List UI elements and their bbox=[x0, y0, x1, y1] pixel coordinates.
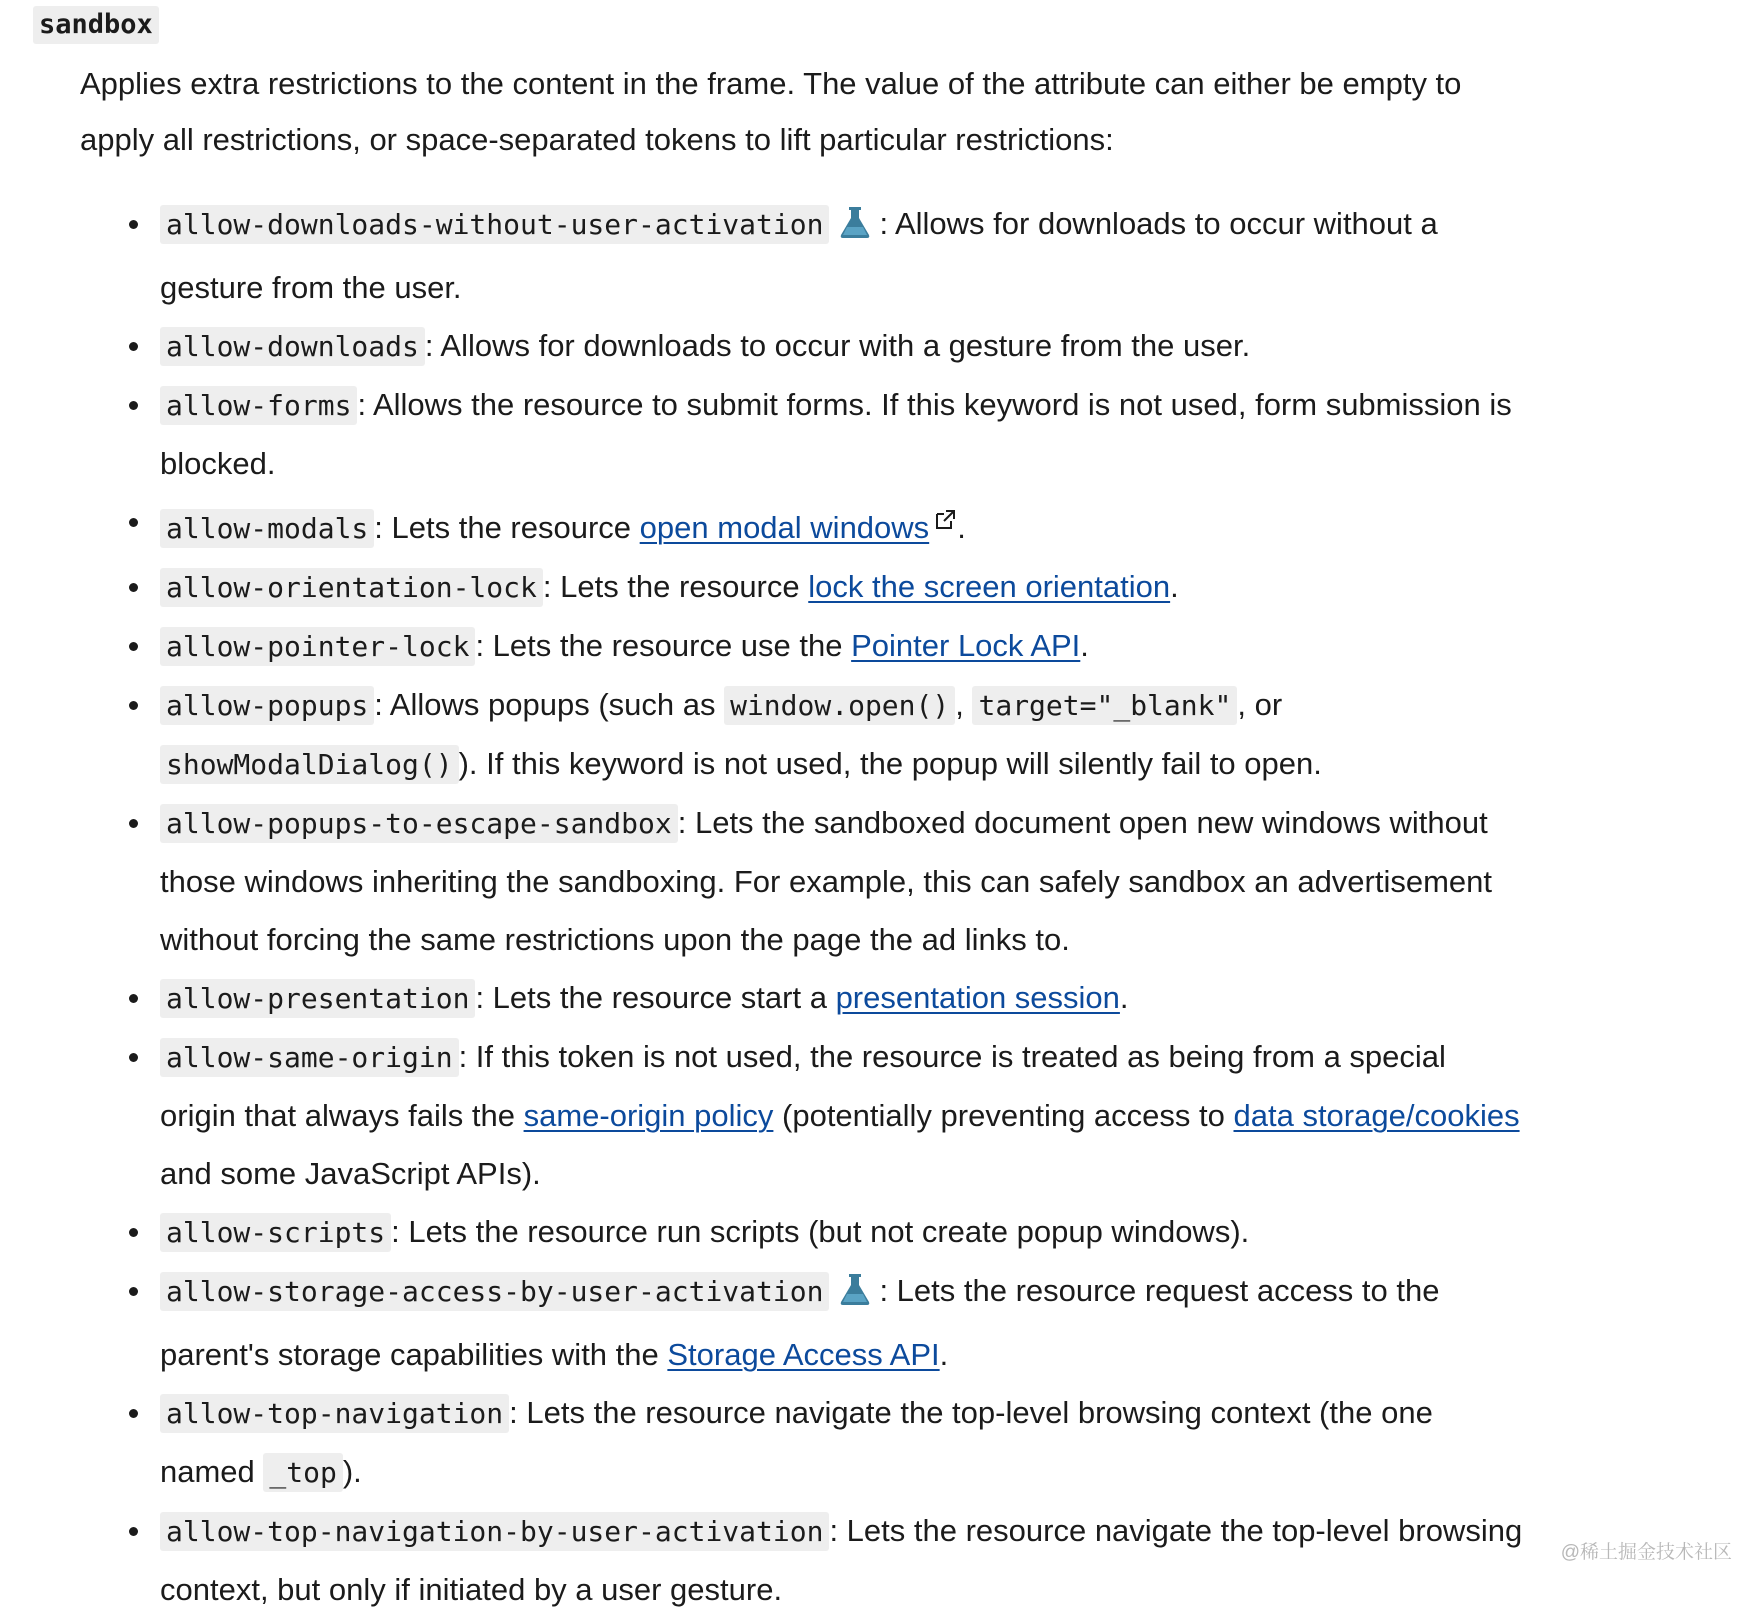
token-code: allow-modals bbox=[160, 509, 374, 548]
open-modal-windows-link[interactable]: open modal windows bbox=[639, 510, 930, 545]
token-code: allow-scripts bbox=[160, 1213, 391, 1252]
storage-access-api-link[interactable]: Storage Access API bbox=[667, 1337, 940, 1372]
token-code: allow-forms bbox=[160, 386, 357, 425]
external-link-icon bbox=[933, 493, 957, 551]
presentation-session-link[interactable]: presentation session bbox=[835, 980, 1120, 1015]
data-storage-cookies-link[interactable]: data storage/cookies bbox=[1233, 1098, 1520, 1133]
token-code: allow-popups bbox=[160, 686, 374, 725]
inline-code: window.open() bbox=[724, 686, 955, 725]
pointer-lock-api-link[interactable]: Pointer Lock API bbox=[851, 628, 1081, 663]
item-text-end: and some JavaScript APIs). bbox=[160, 1156, 541, 1191]
token-code: allow-storage-access-by-user-activation bbox=[160, 1272, 829, 1311]
item-text-end: . bbox=[957, 510, 966, 545]
list-item bbox=[160, 617, 1530, 676]
inline-code: showModalDialog() bbox=[160, 745, 459, 784]
inline-code: _top bbox=[263, 1453, 342, 1492]
item-text: : Allows for downloads to occur with a gesture from the user. bbox=[424, 328, 1251, 363]
experimental-flask-icon bbox=[837, 1268, 873, 1326]
inline-code: target="_blank" bbox=[972, 686, 1237, 725]
item-text: : Lets the resource navigate the top-level browsing context (the one named bbox=[160, 1395, 1433, 1489]
item-text: : If this token is not used, the resource is treated as being from a special origin that always fails the bbox=[160, 1039, 1446, 1133]
item-text-end: . bbox=[1119, 980, 1129, 1015]
item-text: : Lets the resource request access to the parent's storage capabilities with the bbox=[160, 1273, 1440, 1372]
item-text: : Allows for downloads to occur without a gesture from the user. bbox=[160, 206, 1438, 305]
item-text: : Allows the resource to submit forms. If this keyword is not used, form submission is blocked. bbox=[160, 387, 1512, 481]
token-code: allow-popups-to-escape-sandbox bbox=[160, 804, 678, 843]
token-code: allow-same-origin bbox=[160, 1038, 459, 1077]
token-code: allow-orientation-lock bbox=[160, 568, 543, 607]
token-code: allow-downloads-without-user-activation bbox=[160, 205, 829, 244]
item-text: ). If this keyword is not used, the popup will silently fail to open. bbox=[458, 746, 1322, 781]
item-text: : Lets the resource run scripts (but not create popup windows). bbox=[391, 1214, 1250, 1249]
token-code: allow-presentation bbox=[160, 979, 475, 1018]
item-text: , or bbox=[1237, 687, 1283, 722]
list-item bbox=[160, 1502, 1530, 1619]
list-item bbox=[160, 1028, 1530, 1203]
list-item bbox=[160, 317, 1530, 376]
item-text: : Lets the resource navigate the top-level browsing context, but only if initiated by a user gesture. bbox=[160, 1513, 1523, 1607]
list-item bbox=[160, 1262, 1530, 1384]
list-item bbox=[160, 1384, 1530, 1502]
lock-screen-orientation-link[interactable]: lock the screen orientation bbox=[808, 569, 1171, 604]
item-text-end: . bbox=[1080, 628, 1089, 663]
token-code: allow-top-navigation bbox=[160, 1394, 509, 1433]
list-item bbox=[160, 1203, 1530, 1262]
experimental-flask-icon bbox=[837, 201, 873, 259]
list-item bbox=[160, 676, 1530, 794]
same-origin-policy-link[interactable]: same-origin policy bbox=[523, 1098, 774, 1133]
attribute-term: sandbox bbox=[33, 6, 159, 44]
token-list bbox=[0, 195, 1530, 1619]
item-text: : Allows popups (such as bbox=[374, 687, 725, 722]
token-code: allow-downloads bbox=[160, 327, 425, 366]
item-text: : Lets the resource start a bbox=[475, 980, 836, 1015]
item-text-end: . bbox=[939, 1337, 949, 1372]
item-text-end: ). bbox=[342, 1454, 362, 1489]
item-text-end: . bbox=[1170, 569, 1179, 604]
token-code: allow-top-navigation-by-user-activation bbox=[160, 1512, 829, 1551]
item-text: , bbox=[955, 687, 973, 722]
watermark: @稀土掘金技术社区 bbox=[1560, 1542, 1732, 1563]
list-item bbox=[160, 969, 1530, 1028]
item-text: (potentially preventing access to bbox=[773, 1098, 1234, 1133]
item-text: : Lets the resource use the bbox=[475, 628, 852, 663]
token-code: allow-pointer-lock bbox=[160, 627, 475, 666]
intro-paragraph: Applies extra restrictions to the content in the frame. The value of the attribute can either be empty to apply all restrictions, or space-separated tokens to lift particular restrictions: bbox=[80, 66, 1462, 157]
item-text: : Lets the resource bbox=[374, 510, 640, 545]
list-item bbox=[160, 195, 1530, 317]
item-text: : Lets the sandboxed document open new windows without those windows inheriting the sandboxing. For example, this can safely sandbox an advertisement without forcing the same restrictions upon the page the ad links to. bbox=[160, 805, 1493, 957]
list-item bbox=[160, 794, 1530, 969]
list-item bbox=[160, 558, 1530, 617]
item-text: : Lets the resource bbox=[542, 569, 809, 604]
list-item bbox=[160, 376, 1530, 493]
list-item bbox=[160, 493, 1530, 558]
